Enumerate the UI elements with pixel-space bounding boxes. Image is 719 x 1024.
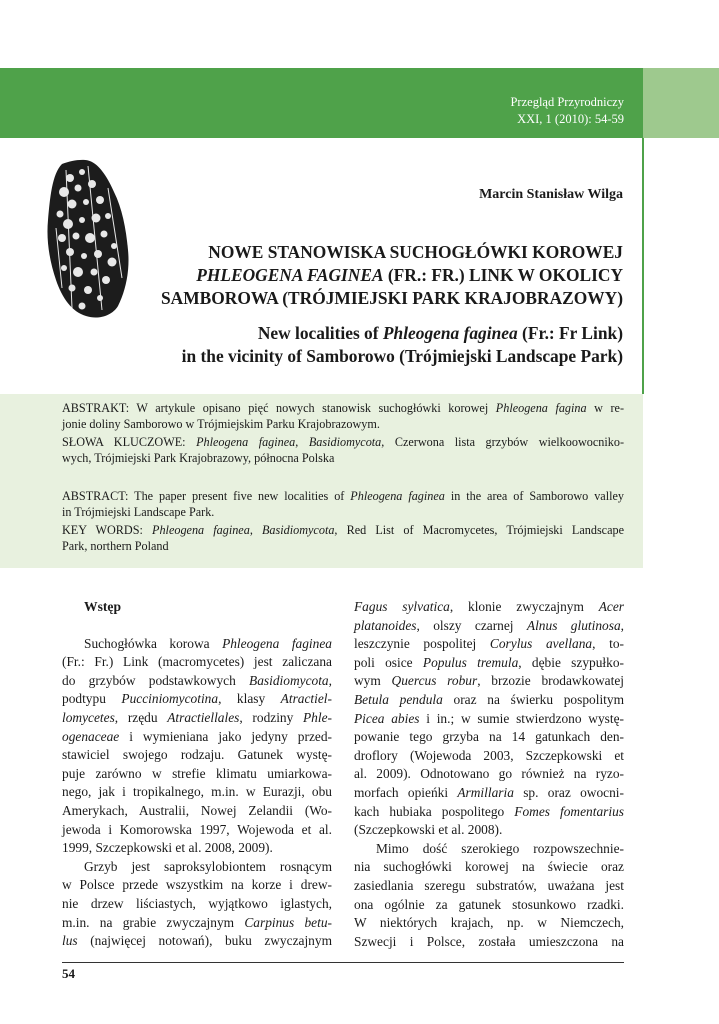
species-name: Acer — [598, 599, 624, 614]
section-heading: Wstęp — [84, 599, 122, 614]
species-name: Fomes fomentarius — [514, 803, 624, 819]
title-pl-line-2 — [103, 264, 623, 287]
text: , — [328, 672, 332, 688]
text-line: Amerykach, Australii, Nowej Zelandii (Wo- — [62, 802, 332, 818]
species-name: Armillaria — [457, 784, 514, 800]
text: , rodziny — [239, 709, 303, 725]
title-en-part-b: (Fr.: Fr Link) — [517, 323, 623, 343]
keywords-en-line-2: Park, northern Poland — [62, 539, 169, 553]
title-pl-line-1: NOWE STANOWISKA SUCHOGŁÓWKI KOROWEJ — [208, 242, 623, 262]
text-line: stawiciel swojego rodzaju. Gatunek wystę- — [62, 747, 332, 763]
abstract-pl — [62, 400, 624, 432]
keywords-label: KEY WORDS: — [62, 523, 153, 537]
text-line: al. 2009). Odnotowano go również na ryzo- — [354, 766, 624, 782]
text-line: zasiedlania szeregu substratów, uważana jest — [354, 877, 624, 893]
text: do grzybów podstawkowych — [62, 672, 250, 688]
text-line: puje zarówno w strefie klimatu umiarkowa- — [62, 765, 332, 781]
species-name: Phleogena fagina — [495, 401, 587, 415]
text-line: droflory (Wojewoda 2003, Szczepkowski et — [354, 747, 624, 763]
abstract-en-text: ABSTRACT: The paper present five new localities of — [62, 489, 351, 503]
text: , klonie zwyczajnym — [449, 599, 599, 614]
species-name: Phleogena faginea — [350, 489, 445, 503]
species-name: Carpinus betu- — [244, 914, 332, 930]
abstract-en — [62, 488, 624, 520]
species-name: Quercus robur — [391, 673, 478, 689]
species-name: Picea abies — [354, 710, 420, 726]
species-name: Phleogena faginea — [222, 635, 332, 651]
text-line: nia suchogłówki korowej na świecie oraz — [354, 859, 624, 875]
species-name: Alnus glutinosa — [526, 617, 621, 633]
text: , klasy — [218, 691, 281, 707]
text-line: 1999, Szczepkowski et al. 2008, 2009). — [62, 840, 273, 856]
text: , — [620, 617, 624, 633]
text: (najwięcej notowań), buku zwyczajnym — [77, 933, 332, 949]
separator: , — [249, 523, 262, 537]
text-line: powanie tego grzyba na 14 gatunkach den- — [354, 729, 624, 745]
text: , dębie szypułko- — [518, 654, 624, 670]
text: Suchogłówka korowa — [84, 635, 223, 651]
text-line: (Fr.: Fr.) Link (macromycetes) jest zaliczana — [62, 654, 332, 670]
species-name: Corylus avellana — [489, 636, 593, 652]
separator: , — [295, 435, 309, 449]
taxon: Pucciniomycotina — [121, 691, 219, 707]
species-name: PHLEOGENA FAGINEA — [196, 265, 384, 285]
species-name: platanoides — [354, 617, 417, 633]
journal-issue: XXI, 1 (2010): 54-59 — [517, 112, 624, 126]
keyword: Phleogena faginea — [196, 435, 296, 449]
header-tab — [643, 68, 719, 138]
abstract-en-text-end: in the area of Samborowo valley — [444, 489, 624, 503]
journal-name: Przegląd Przyrodniczy — [510, 95, 624, 109]
text: leszczynie pospolitej — [354, 636, 490, 652]
title-english — [103, 322, 623, 368]
text: kach hubiaka pospolitego — [354, 803, 515, 819]
taxon: ogenaceae — [62, 728, 120, 744]
page-number: 54 — [62, 966, 75, 981]
taxon: lomycetes — [62, 709, 115, 725]
footer-rule — [62, 962, 624, 963]
body-left-column — [62, 598, 332, 951]
text: m.in. na grabie zwyczajnym — [62, 914, 245, 930]
text: , to- — [592, 636, 624, 652]
taxon: Basidiomycota — [249, 672, 329, 688]
keywords-label: SŁOWA KLUCZOWE: — [62, 435, 197, 449]
keywords-rest: , Czerwona lista grzybów wielkoowocniko- — [381, 435, 624, 449]
title-polish — [103, 241, 623, 310]
title-en-line-1 — [103, 322, 623, 345]
abstract-pl-text: ABSTRAKT: W artykule opisano pięć nowych stanowisk suchogłówki korowej — [62, 401, 496, 415]
keywords-rest: , Red List of Macromycetes, Trójmiejski Landscape — [334, 523, 625, 537]
keyword: Phleogena faginea — [152, 523, 250, 537]
abstract-pl-line-2: jonie doliny Samborowo w Trójmiejskim Parku Krajobrazowym. — [62, 417, 380, 431]
species-name: Populus tremula — [422, 654, 519, 670]
text: oraz na świerku pospolitym — [442, 691, 624, 707]
text: i wymieniana jako jedyny przed- — [119, 728, 332, 744]
text: morfach opieńki — [354, 784, 458, 800]
title-pl-line-3: SAMBOROWA (TRÓJMIEJSKI PARK KRAJOBRAZOWY) — [160, 288, 623, 308]
text-line: W niektórych krajach, np. w Niemczech, — [354, 915, 624, 931]
text: wym — [354, 673, 392, 689]
taxon: Phle- — [303, 709, 332, 725]
keywords-pl-line-2: wych, Trójmiejski Park Krajobrazowy, północna Polska — [62, 451, 335, 465]
title-pl-line-2-rest: (FR.: FR.) LINK W OKOLICY — [383, 265, 623, 285]
keyword: Basidiomycota — [308, 435, 382, 449]
species-name: lus — [62, 933, 78, 949]
body-right-column — [354, 598, 624, 951]
text-line: Mimo dość szerokiego rozpowszechnie- — [376, 840, 624, 856]
text: , brzozie brodawkowatej — [477, 673, 624, 689]
keywords-pl — [62, 434, 624, 466]
text: podtypu — [62, 691, 122, 707]
text: , rzędu — [114, 709, 168, 725]
title-en-part-a: New localities of — [257, 323, 383, 343]
abstract-en-line-2: in Trójmiejski Landscape Park. — [62, 505, 215, 519]
text-line: Grzyb jest saproksylobiontem rosnącym — [84, 858, 332, 874]
author-name: Marcin Stanisław Wilga — [479, 187, 623, 202]
taxon: Atractiel- — [280, 691, 332, 707]
abstract-pl-text-end: w re- — [586, 401, 625, 415]
taxon: Atractiellales — [167, 709, 240, 725]
text: , olszy czarnej — [416, 617, 527, 633]
text: sp. oraz owocni- — [513, 784, 624, 800]
text-line: jewoda i Komorowska 1997, Wojewoda et al. — [62, 821, 332, 837]
text-line: nego, jak i tropikalnego, m.in. w Eurazji, obu — [62, 784, 332, 800]
keywords-en — [62, 522, 624, 554]
text-line: nie drzew liściastych, wyjątkowo iglastych, — [62, 895, 332, 911]
journal-info — [510, 94, 624, 128]
text-line: (Szczepkowski et al. 2008). — [354, 822, 503, 838]
text-line: Szwecji i Polsce, została umieszczona na — [354, 933, 624, 949]
text: poli osice — [354, 654, 423, 670]
keyword: Basidiomycota — [261, 523, 335, 537]
text: i in.; w sumie stwierdzono wystę- — [419, 710, 624, 726]
text-line: ona ogólnie za gatunek stosunkowo rzadki. — [354, 896, 624, 912]
title-en-line-2: in the vicinity of Samborowo (Trójmiejski Landscape Park) — [181, 346, 623, 366]
species-name: Betula pendula — [354, 691, 443, 707]
species-name: Fagus sylvatica — [354, 599, 450, 614]
text-line: w Polsce przede wszystkim na korze i drew- — [62, 877, 332, 893]
species-name: Phleogena faginea — [382, 323, 518, 343]
